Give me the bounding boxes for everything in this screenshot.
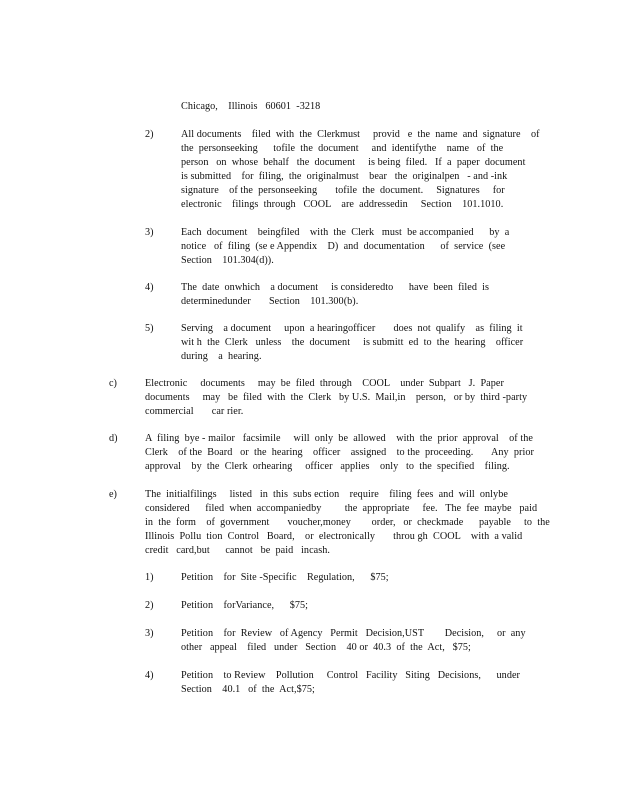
list-item xyxy=(145,377,527,419)
text-line: other appeal filed under Section 40 or 40.3 of the Act, $75; xyxy=(181,642,471,653)
text-line: The date onwhich a document is consideredto have been filed is xyxy=(181,282,490,293)
item-label: 2) xyxy=(145,129,154,140)
text-line: wit h the Clerk unless the document is submitt ed to the hearing officer xyxy=(181,337,524,348)
text-line: Petition to Review Pollution Control Facility Siting Decisions, under xyxy=(181,670,520,681)
item-label: 3) xyxy=(145,628,154,639)
list-item xyxy=(181,226,509,268)
item-label: 4) xyxy=(145,282,154,293)
item-label: 5) xyxy=(145,323,154,334)
text-line: Chicago, Illinois 60601 -3218 xyxy=(181,101,321,112)
list-item xyxy=(181,128,540,212)
item-label: 2) xyxy=(145,600,154,611)
item-label: d) xyxy=(109,433,118,444)
text-line: Petition forVariance, $75; xyxy=(181,600,309,611)
address-line xyxy=(181,100,320,114)
text-line: in the form of government voucher,money order, or checkmade payable to the xyxy=(145,517,550,528)
list-item xyxy=(181,669,520,697)
text-line: The initialfilings listed in this subs ection require filing fees and will onlybe xyxy=(145,489,508,500)
text-line: considered filed when accompaniedby the appropriate fee. The fee maybe paid xyxy=(145,503,538,514)
text-line: signature of the personseeking tofile the document. Signatures for xyxy=(181,185,505,196)
text-line: commercial car rier. xyxy=(145,406,244,417)
text-line: Petition for Site -Specific Regulation, $75; xyxy=(181,572,389,583)
text-line: Section 101.304(d)). xyxy=(181,255,274,266)
item-label: c) xyxy=(109,378,117,389)
text-line: determinedunder Section 101.300(b). xyxy=(181,296,359,307)
text-line: during a hearing. xyxy=(181,351,262,362)
list-item xyxy=(181,571,389,585)
text-line: is submitted for filing, the originalmust bear the originalpen - and -ink xyxy=(181,171,508,182)
text-line: Serving a document upon a hearingofficer does not qualify as filing it xyxy=(181,323,523,334)
text-line: Petition for Review of Agency Permit Decision,UST Decision, or any xyxy=(181,628,526,639)
text-line: Each document beingfiled with the Clerk must be accompanied by a xyxy=(181,227,510,238)
text-line: Section 40.1 of the Act,$75; xyxy=(181,684,315,695)
item-label: 3) xyxy=(145,227,154,238)
list-item xyxy=(145,432,534,474)
text-line: notice of filing (se e Appendix D) and documentation of service (see xyxy=(181,241,506,252)
text-line: documents may be filed with the Clerk by U.S. Mail,in person, or by third -party xyxy=(145,392,528,403)
item-label: e) xyxy=(109,489,117,500)
text-line: credit card,but cannot be paid incash. xyxy=(145,545,330,556)
text-line: All documents filed with the Clerkmust provid e the name and signature of xyxy=(181,129,540,140)
text-line: A filing bye - mailor facsimile will only be allowed with the prior approval of the xyxy=(145,433,533,444)
text-line: Electronic documents may be filed through COOL under Subpart J. Paper xyxy=(145,378,504,389)
list-item xyxy=(145,488,550,558)
text-line: Illinois Pollu tion Control Board, or electronically throu gh COOL with a valid xyxy=(145,531,523,542)
item-label: 1) xyxy=(145,572,154,583)
text-line: the personseeking tofile the document and identifythe name of the xyxy=(181,143,504,154)
item-label: 4) xyxy=(145,670,154,681)
text-line: electronic filings through COOL are addressedin Section 101.1010. xyxy=(181,199,504,210)
list-item xyxy=(181,627,526,655)
text-line: Clerk of the Board or the hearing officer assigned to the proceeding. Any prior xyxy=(145,447,534,458)
text-line: person on whose behalf the document is being filed. If a paper document xyxy=(181,157,526,168)
list-item xyxy=(181,281,489,309)
list-item xyxy=(181,322,523,364)
text-line: approval by the Clerk orhearing officer applies only to the specified filing. xyxy=(145,461,510,472)
list-item xyxy=(181,599,308,613)
